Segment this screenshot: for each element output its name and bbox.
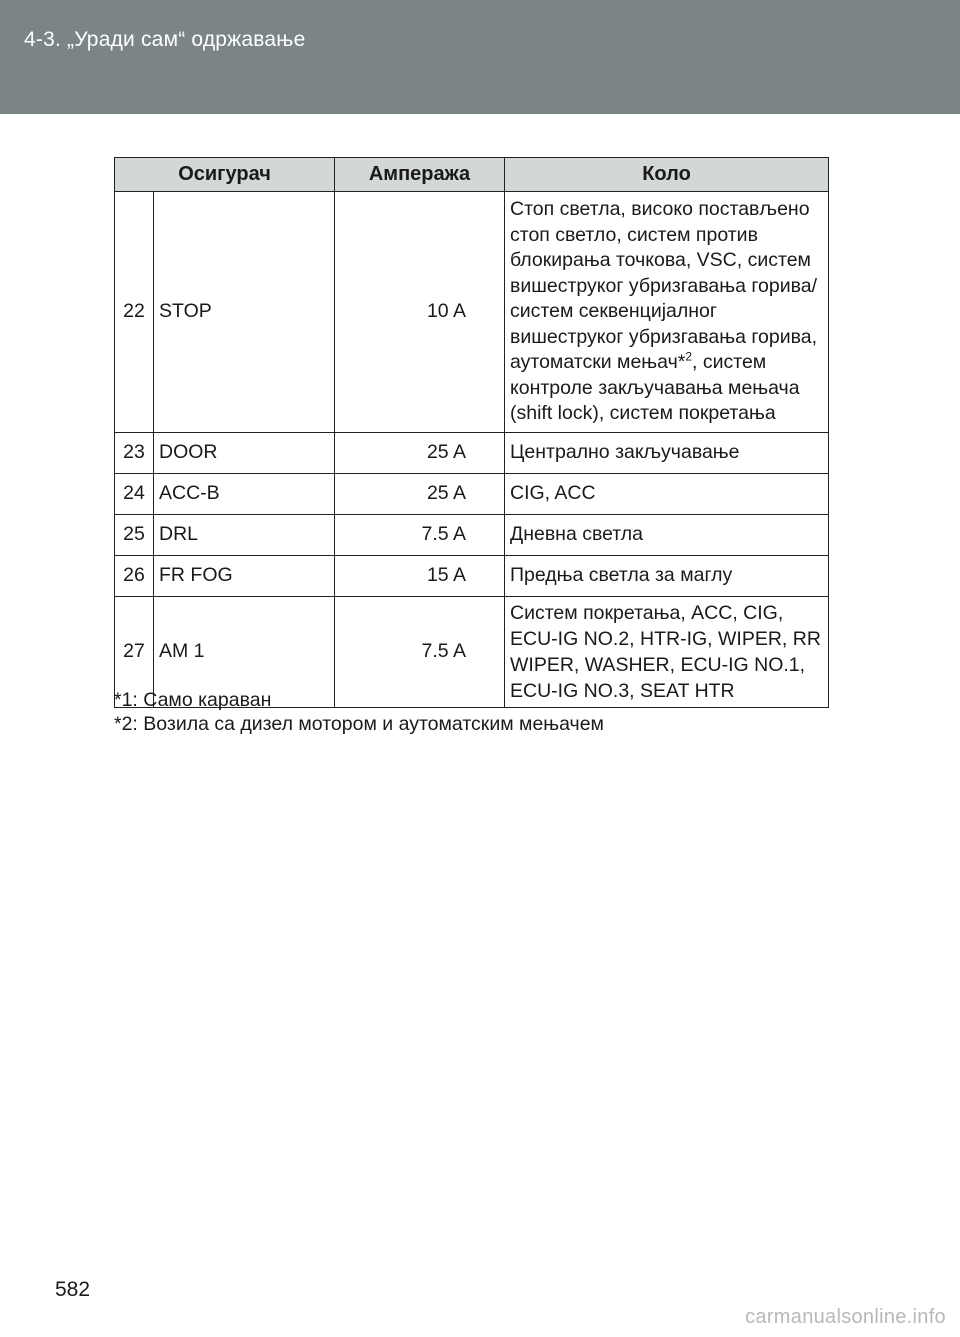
fuse-amperage: 7.5 A: [335, 596, 505, 707]
fuse-circuit: [505, 192, 829, 433]
table-row: [115, 432, 829, 473]
footnote-ref: 2: [685, 349, 693, 364]
section-title: 4-3. „Уради сам“ одржавање: [24, 28, 306, 51]
table-row: [115, 473, 829, 514]
fuse-name: AM 1: [154, 596, 335, 707]
table-row: [115, 192, 829, 433]
fuse-name: DRL: [154, 514, 335, 555]
footnote-2: *2: Возила са дизел мотором и аутоматским мењачем: [114, 713, 604, 735]
footnote-1: *1: Само караван: [114, 689, 272, 711]
fuse-circuit: Дневна светла: [505, 514, 829, 555]
fuse-amperage: 25 A: [335, 432, 505, 473]
table-header-row: [115, 158, 829, 192]
circuit-text: Стоп светла, високо постављено стоп светло, систем против блокирања точкова, VSC, систем вишеструког убризгавања горива/ систем секвенцијалног вишеструког убризгавања горива, аутоматски мењач*: [510, 198, 818, 373]
watermark: carmanualsonline.info: [745, 1306, 946, 1328]
fuse-amperage: 10 A: [335, 192, 505, 433]
table-row: [115, 514, 829, 555]
header-circuit: Коло: [505, 158, 829, 192]
header-amperage: Ампеража: [335, 158, 505, 192]
fuse-name: STOP: [154, 192, 335, 433]
fuse-number: 25: [115, 514, 154, 555]
fuse-circuit: Систем покретања, ACC, CIG, ECU-IG NO.2, HTR-IG, WIPER, RR WIPER, WASHER, ECU-IG NO.1, ECU-IG NO.3, SEAT HTR: [505, 596, 829, 707]
fuse-amperage: 15 A: [335, 555, 505, 596]
fuse-name: DOOR: [154, 432, 335, 473]
fuse-amperage: 25 A: [335, 473, 505, 514]
fuse-number: 22: [115, 192, 154, 433]
table-row: [115, 555, 829, 596]
circuit-text-cont: , систем контроле закључавања мењача (shift lock), систем покретања: [510, 351, 800, 424]
fuse-amperage: 7.5 A: [335, 514, 505, 555]
fuse-circuit: Централно закључавање: [505, 432, 829, 473]
fuse-name: FR FOG: [154, 555, 335, 596]
fuse-number: 24: [115, 473, 154, 514]
fuse-circuit: CIG, ACC: [505, 473, 829, 514]
fuse-number: 26: [115, 555, 154, 596]
fuse-table: [114, 157, 829, 708]
fuse-circuit: Предња светла за маглу: [505, 555, 829, 596]
fuse-number: 27: [115, 596, 154, 707]
page-header: [0, 0, 960, 114]
page-number: 582: [55, 1278, 91, 1301]
header-fuse: Осигурач: [115, 158, 335, 192]
fuse-name: ACC-B: [154, 473, 335, 514]
footnotes: [114, 688, 604, 736]
fuse-number: 23: [115, 432, 154, 473]
